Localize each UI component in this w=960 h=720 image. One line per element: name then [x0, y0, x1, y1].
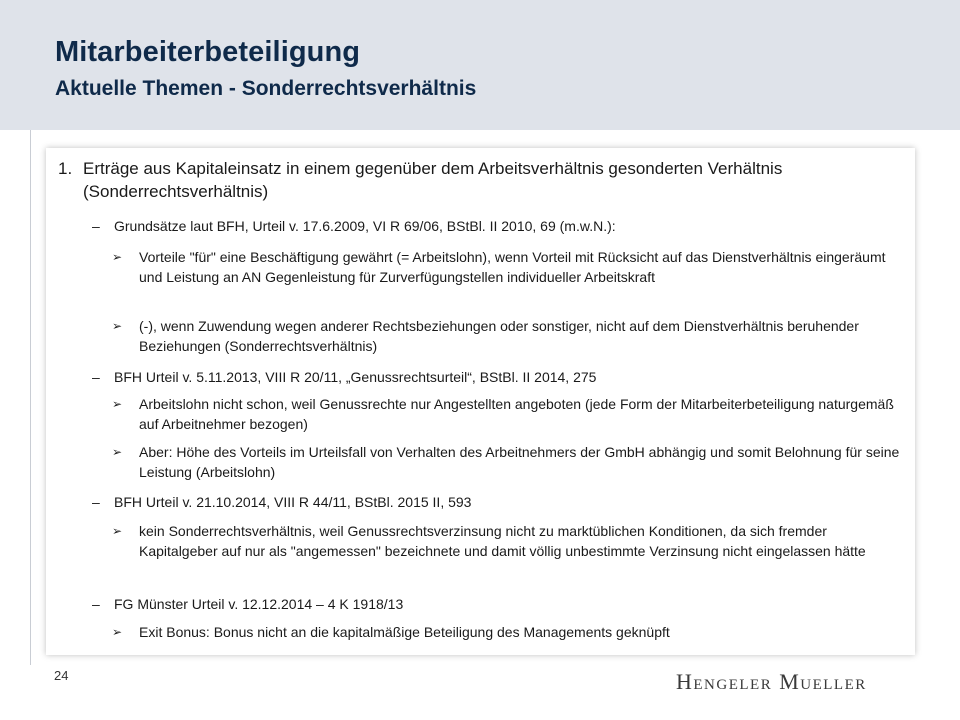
sub-item-text: BFH Urteil v. 21.10.2014, VIII R 44/11, BStBl. 2015 II, 593	[114, 494, 472, 510]
dash-marker: –	[92, 596, 100, 612]
dash-marker: –	[92, 218, 100, 234]
arrow-bullet-icon: ➢	[112, 397, 123, 411]
sub-item-text: Grundsätze laut BFH, Urteil v. 17.6.2009, VI R 69/06, BStBl. II 2010, 69 (m.w.N.):	[114, 218, 616, 234]
sub-item-text: BFH Urteil v. 5.11.2013, VIII R 20/11, „Genussrechtsurteil“, BStBl. II 2014, 275	[114, 369, 597, 385]
bullet-text: Vorteile "für" eine Beschäftigung gewährt (= Arbeitslohn), wenn Vorteil mit Rücksicht auf das Dienstverhältnis eingeräumt und Leistung an AN Gegenleistung für Zurverfügungstellen individueller Arbeitskraft	[139, 249, 886, 285]
page-number: 24	[54, 668, 69, 683]
company-logo: Hengeler Mueller	[676, 669, 867, 694]
arrow-bullet-icon: ➢	[112, 625, 123, 639]
arrow-bullet-icon: ➢	[112, 445, 123, 459]
list-number: 1.	[58, 159, 73, 178]
bullet-text: Exit Bonus: Bonus nicht an die kapitalmäßige Beteiligung des Managements geknüpft	[139, 624, 670, 640]
page-title: Mitarbeiterbeteiligung	[55, 36, 361, 68]
sub-item-text: FG Münster Urteil v. 12.12.2014 – 4 K 1918/13	[114, 596, 404, 612]
dash-marker: –	[92, 494, 100, 510]
header-bar	[0, 0, 960, 130]
bullet-text: Aber: Höhe des Vorteils im Urteilsfall von Verhalten des Arbeitnehmers der GmbH abhängig und somit Belohnung für seine Leistung (Arbeitslohn)	[139, 444, 900, 480]
list-item-text: Erträge aus Kapitaleinsatz in einem gegenüber dem Arbeitsverhältnis gesonderten Verhältnis (Sonderrechtsverhältnis)	[83, 159, 783, 201]
arrow-bullet-icon: ➢	[112, 319, 123, 333]
page-subtitle: Aktuelle Themen - Sonderrechtsverhältnis	[55, 77, 477, 100]
bullet-text: (-), wenn Zuwendung wegen anderer Rechtsbeziehungen oder sonstiger, nicht auf dem Dienstverhältnis beruhender Beziehungen (Sonderrechtsverhältnis)	[139, 318, 859, 354]
arrow-bullet-icon: ➢	[112, 524, 123, 538]
bullet-text: kein Sonderrechtsverhältnis, weil Genussrechtsverzinsung nicht zu marktüblichen Konditionen, da sich fremder Kapitalgeber auf nur als "angemessen" bezeichnete und damit völlig unbestimmte Verzinsung nicht eingelassen hätte	[139, 523, 866, 559]
left-divider	[30, 130, 31, 665]
dash-marker: –	[92, 369, 100, 385]
arrow-bullet-icon: ➢	[112, 250, 123, 264]
bullet-text: Arbeitslohn nicht schon, weil Genussrechte nur Angestellten angeboten (jede Form der Mitarbeiterbeteiligung naturgemäß auf Arbeitnehmer bezogen)	[139, 396, 894, 432]
